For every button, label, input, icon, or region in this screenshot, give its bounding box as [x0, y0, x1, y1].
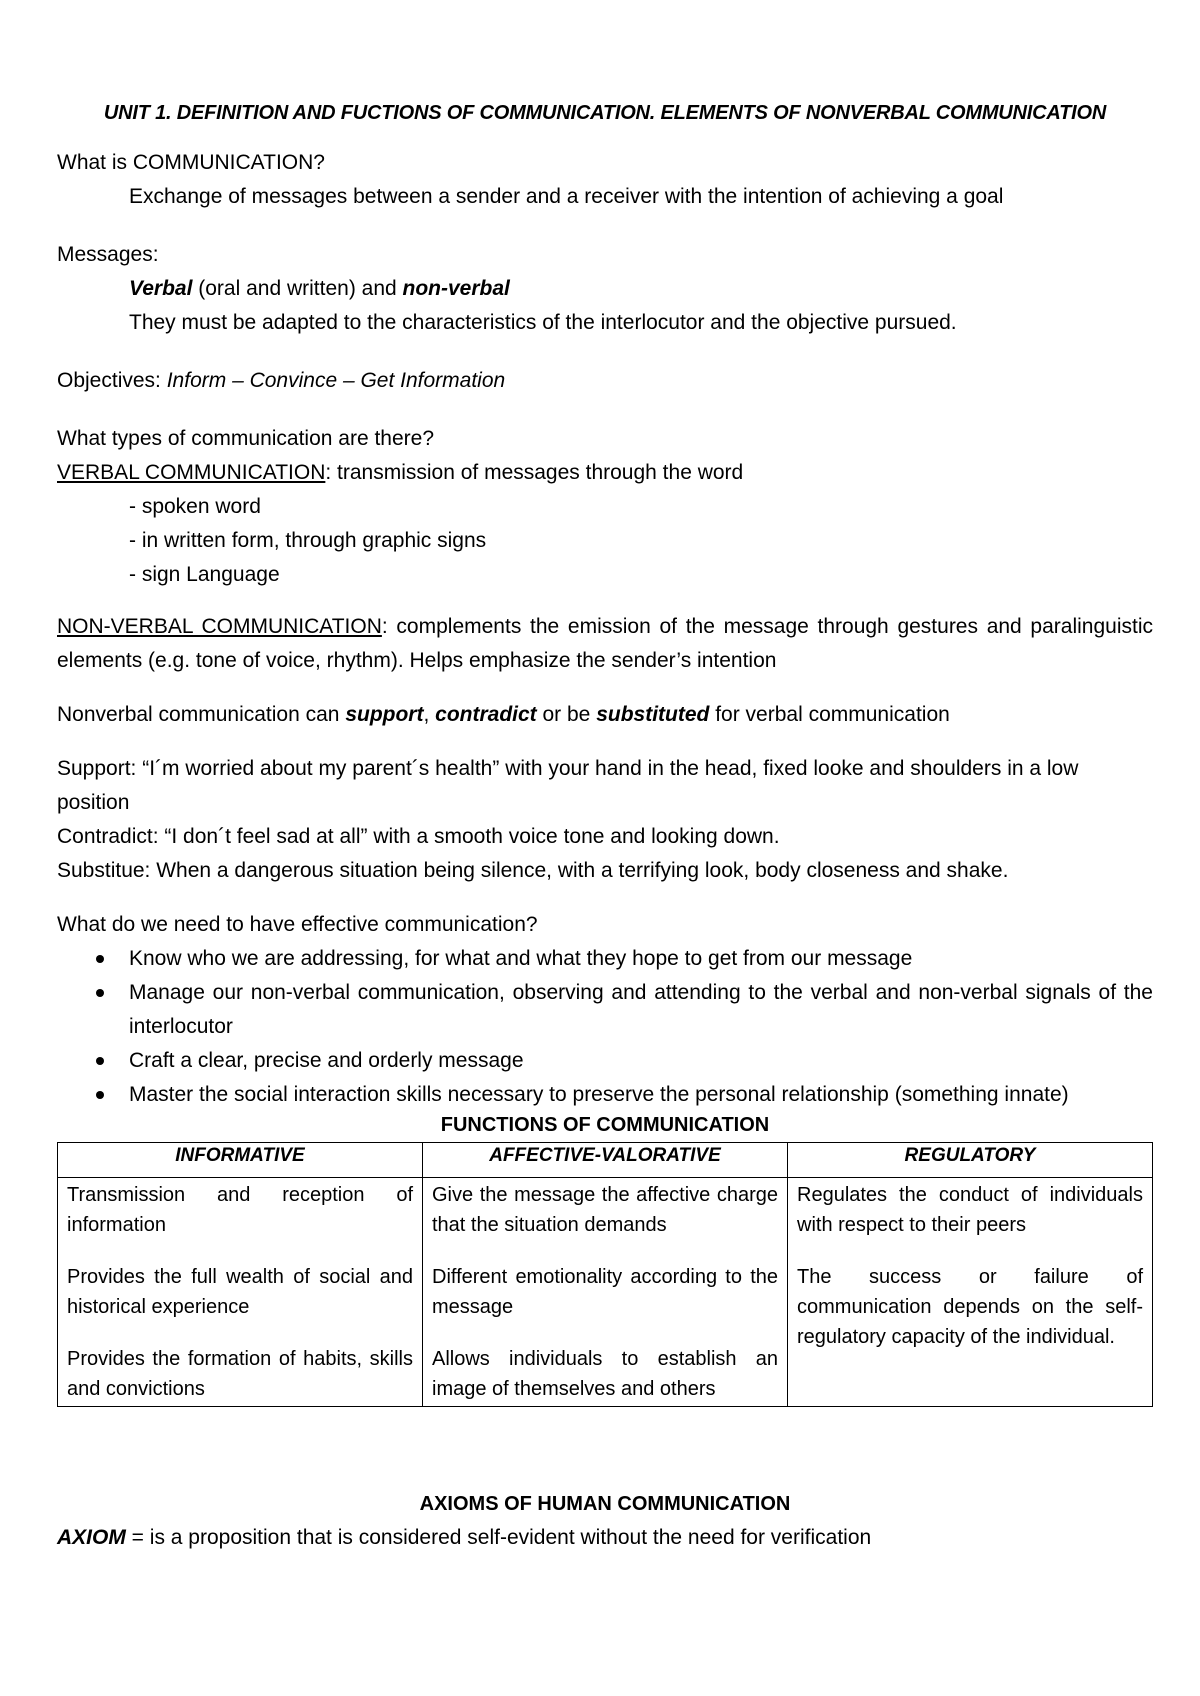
- column-header-informative: INFORMATIVE: [58, 1143, 423, 1178]
- affective-cell: [423, 1178, 788, 1407]
- verbal-item: - spoken word: [129, 495, 261, 518]
- table-cell-text: Regulates the conduct of individuals with respect to their peers: [797, 1184, 1143, 1236]
- table-row: [58, 1178, 1153, 1407]
- functions-title: FUNCTIONS OF COMMUNICATION: [440, 1114, 770, 1136]
- types-question: What types of communication are there?: [57, 427, 435, 450]
- table-cell-text: Provides the full wealth of social and historical experience: [67, 1266, 413, 1318]
- what-is-heading: What is COMMUNICATION?: [57, 151, 325, 174]
- list-item: Manage our non-verbal communication, observing and attending to the verbal and non-verbal signals of the interlocutor: [129, 976, 1153, 1044]
- table-cell-text: Give the message the affective charge that the situation demands: [432, 1184, 778, 1236]
- messages-types: Verbal (oral and written) and non-verbal: [129, 277, 510, 300]
- axioms-title: AXIOMS OF HUMAN COMMUNICATION: [419, 1493, 791, 1515]
- nonverbal-relation: Nonverbal communication can support, contradict or be substituted for verbal communication: [57, 703, 950, 726]
- verbal-item: - in written form, through graphic signs: [129, 529, 487, 552]
- objectives: Objectives: Inform – Convince – Get Information: [57, 369, 506, 392]
- verbal-item: - sign Language: [129, 563, 280, 586]
- column-header-regulatory: REGULATORY: [788, 1143, 1153, 1178]
- messages-adapted: They must be adapted to the characteristics of the interlocutor and the objective pursued.: [129, 311, 957, 334]
- messages-heading: Messages:: [57, 243, 159, 266]
- communication-definition: Exchange of messages between a sender and a receiver with the intention of achieving a goal: [129, 185, 1004, 208]
- example-support: Support: “I´m worried about my parent´s health” with your hand in the head, fixed looke and shoulders in a low position: [57, 757, 1079, 814]
- axiom-definition: AXIOM = is a proposition that is considered self-evident without the need for verification: [57, 1526, 872, 1549]
- table-header-row: [58, 1143, 1153, 1178]
- effective-question: What do we need to have effective communication?: [57, 913, 538, 936]
- informative-cell: [58, 1178, 423, 1407]
- document-title: UNIT 1. DEFINITION AND FUCTIONS OF COMMUNICATION. ELEMENTS OF NONVERBAL COMMUNICATION: [103, 102, 1107, 124]
- regulatory-cell: [788, 1178, 1153, 1407]
- document-page: [57, 96, 1153, 1555]
- table-cell-text: The success or failure of communication depends on the self-regulatory capacity of the individual.: [797, 1266, 1143, 1348]
- example-substitue: Substitue: When a dangerous situation being silence, with a terrifying look, body closeness and shake.: [57, 859, 1009, 882]
- table-cell-text: Allows individuals to establish an image of themselves and others: [432, 1348, 778, 1400]
- list-item: Master the social interaction skills necessary to preserve the personal relationship (something innate): [129, 1078, 1153, 1112]
- effective-list: [57, 942, 1153, 1112]
- verbal-communication: VERBAL COMMUNICATION: transmission of messages through the word: [57, 461, 744, 484]
- column-header-affective: AFFECTIVE-VALORATIVE: [423, 1143, 788, 1178]
- table-cell-text: Different emotionality according to the message: [432, 1266, 778, 1318]
- functions-table: [57, 1142, 1153, 1407]
- communication-keyword: COMMUNICATION: [132, 151, 314, 174]
- example-contradict: Contradict: “I don´t feel sad at all” with a smooth voice tone and looking down.: [57, 825, 780, 848]
- list-item: Know who we are addressing, for what and what they hope to get from our message: [129, 942, 1153, 976]
- table-cell-text: Transmission and reception of information: [67, 1184, 413, 1236]
- table-cell-text: Provides the formation of habits, skills and convictions: [67, 1348, 413, 1400]
- list-item: Craft a clear, precise and orderly message: [129, 1044, 1153, 1078]
- nonverbal-communication: NON-VERBAL COMMUNICATION: complements the emission of the message through gestures and paralinguistic elements (e.g. tone of voice, rhythm). Helps emphasize the sender’s intention: [57, 615, 1154, 672]
